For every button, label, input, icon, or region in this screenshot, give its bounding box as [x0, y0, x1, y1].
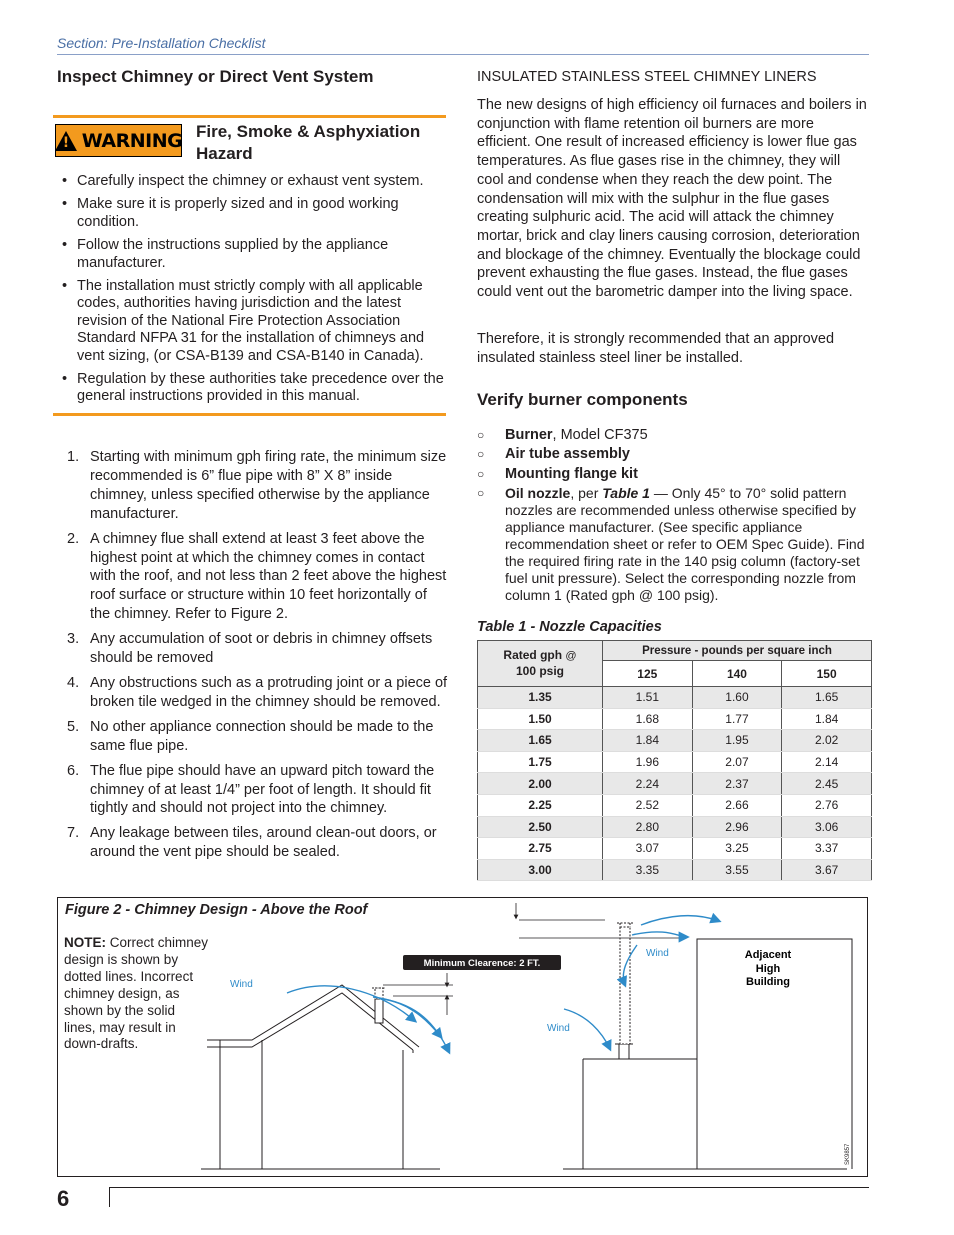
wind-label: Wind — [230, 979, 253, 990]
capacity-cell: 2.96 — [692, 816, 782, 838]
capacity-cell: 1.60 — [692, 687, 782, 709]
capacity-cell: 3.55 — [692, 859, 782, 881]
warning-title — [196, 121, 420, 165]
capacity-cell: 2.07 — [692, 751, 782, 773]
step-item: 3. Any accumulation of soot or debris in chimney offsets should be removed — [67, 631, 433, 667]
building-label-high: High — [755, 963, 781, 975]
footer-tick — [109, 1187, 110, 1207]
capacity-cell: 3.07 — [603, 838, 693, 860]
nozzle-capacities-table — [477, 640, 872, 881]
step-item: 5. No other appliance connection should be made to the same flue pipe. — [67, 718, 434, 754]
capacity-cell: 2.76 — [782, 794, 872, 816]
capacity-cell: 2.37 — [692, 773, 782, 795]
liner-paragraph-2: Therefore, it is strongly recommended that an approved insulated stainless steel liner be installed. — [477, 331, 835, 366]
capacity-cell: 1.84 — [782, 708, 872, 730]
pressure-column-header: 140 — [692, 661, 782, 687]
pressure-column-header: 150 — [782, 661, 872, 687]
capacity-cell: 1.96 — [603, 751, 693, 773]
burner-components-heading: Verify burner components — [477, 390, 688, 409]
chimney-steps — [57, 448, 450, 868]
building-label-building: Building — [746, 976, 790, 988]
liner-paragraph-1: The new designs of high efficiency oil furnaces and boilers in conjunction with flame retention oil burners are more efficient. One result of increased efficiency is lower flue gas temperatures. As flue gases rise in the chimney, they will cool and condense when they reach the dew point. The condensation will mix with the sulphur in the flue gases creating sulphuric acid. The acid will attack the chimney mortar, brick and clay liners causing corrosion, deterioration and blockage of the chimney. Eventually the blockage could prevent exhausting the flue gases. Instead, the flue gases could vent out the barometric damper into the living space. — [477, 97, 867, 301]
capacity-cell: 1.65 — [782, 687, 872, 709]
warning-top-rule — [53, 115, 446, 118]
warning-bullet: • Regulation by these authorities take precedence over the general instructions provided in this manual. — [57, 371, 445, 406]
capacity-cell: 1.68 — [603, 708, 693, 730]
low-building-drawing — [583, 923, 697, 1169]
warning-title-line1: Fire, Smoke & Asphyxiation — [196, 122, 421, 141]
inspect-chimney-heading: Inspect Chimney or Direct Vent System — [57, 67, 374, 86]
table-row — [478, 773, 872, 795]
capacity-cell: 2.02 — [782, 730, 872, 752]
capacity-cell: 3.06 — [782, 816, 872, 838]
component-air-tube: ○ Air tube assembly — [477, 446, 630, 463]
figure-code: SK9857 — [845, 1143, 851, 1165]
pressure-column-header: 125 — [603, 661, 693, 687]
page-number: 6 — [57, 1186, 70, 1211]
step-item: 4. Any obstructions such as a protruding joint or a piece of broken tile wedged in the chimney should be removed. — [67, 674, 448, 710]
step-item: 6. The flue pipe should have an upward pitch toward the chimney of at least 1/4” per foot of length. It should fit tightly and should not project into the chimney. — [67, 762, 435, 817]
wind-label: Wind — [646, 948, 669, 959]
figure-note: NOTE: Correct chimney design is shown by dotted lines. Incorrect chimney design, as shown by the solid lines, may result in down-drafts. — [64, 935, 209, 1052]
capacity-cell: 1.77 — [692, 708, 782, 730]
chimney-diagram — [57, 897, 868, 1177]
pressure-header: Pressure - pounds per square inch — [603, 641, 872, 661]
table-row — [478, 708, 872, 730]
rated-gph-cell: 1.65 — [478, 730, 603, 752]
rated-gph-cell: 1.35 — [478, 687, 603, 709]
section-label: Section: Pre-Installation Checklist — [57, 35, 266, 51]
header-rule — [57, 54, 869, 55]
step-item: 1. Starting with minimum gph firing rate, the minimum size recommended is 6” flue pipe with 8” X 8” inside chimney, unless specified otherwise by the appliance manufacturer. — [67, 449, 447, 522]
top-clearance-marker — [516, 903, 687, 938]
warning-bullets — [57, 173, 445, 412]
table-row — [478, 687, 872, 709]
warning-triangle-icon: ! — [55, 131, 77, 151]
figure-title: Figure 2 - Chimney Design - Above the Roof — [65, 902, 368, 918]
warning-bullet: • Make sure it is properly sized and in good working condition. — [57, 196, 445, 231]
rated-gph-cell: 2.00 — [478, 773, 603, 795]
capacity-cell: 2.45 — [782, 773, 872, 795]
liner-heading: INSULATED STAINLESS STEEL CHIMNEY LINERS — [477, 69, 817, 85]
rated-gph-cell: 1.50 — [478, 708, 603, 730]
burner-components-list — [477, 427, 872, 607]
warning-bullet: • Follow the instructions supplied by the appliance manufacturer. — [57, 237, 445, 272]
building-label-adjacent: Adjacent — [744, 949, 792, 961]
capacity-cell: 3.67 — [782, 859, 872, 881]
rated-gph-cell: 2.25 — [478, 794, 603, 816]
rated-gph-cell: 1.75 — [478, 751, 603, 773]
rated-gph-cell: 2.50 — [478, 816, 603, 838]
warning-badge — [55, 124, 182, 157]
rated-gph-cell: 3.00 — [478, 859, 603, 881]
capacity-cell: 3.37 — [782, 838, 872, 860]
right-wind-arrows — [564, 916, 719, 1049]
component-burner: ○ Burner, Model CF375 — [477, 427, 648, 443]
clearance-marker — [383, 973, 453, 1015]
capacity-cell: 1.51 — [603, 687, 693, 709]
table-caption: Table 1 - Nozzle Capacities — [477, 619, 662, 635]
component-nozzle: ○ Oil nozzle, per Table 1 — Only 45° to 70° solid pattern nozzles are recommended unless otherwise specified by appliance manufacturer. (See specific appliance recommendation sheet or refer to OEM Spec Guide). Find the required firing rate in the 140 psig column (factory-set fuel unit pressure). Select the corresponding nozzle from column 1 (Rated gph @ 100 psig). — [477, 484, 865, 604]
warning-title-line2: Hazard — [196, 144, 253, 163]
capacity-cell: 2.80 — [603, 816, 693, 838]
capacity-cell: 2.14 — [782, 751, 872, 773]
house-drawing — [207, 985, 419, 1169]
table-row — [478, 751, 872, 773]
footer-rule — [109, 1187, 869, 1188]
table-row — [478, 816, 872, 838]
capacity-cell: 1.95 — [692, 730, 782, 752]
rated-gph-header: Rated gph @ 100 psig — [478, 641, 603, 687]
capacity-cell: 2.52 — [603, 794, 693, 816]
clearance-label: Minimum Clearence: 2 FT. — [423, 958, 541, 969]
table-row — [478, 794, 872, 816]
component-flange: ○ Mounting flange kit — [477, 465, 638, 482]
capacity-cell: 3.25 — [692, 838, 782, 860]
capacity-cell: 2.66 — [692, 794, 782, 816]
step-item: 7. Any leakage between tiles, around clean-out doors, or around the vent pipe should be sealed. — [67, 825, 437, 861]
warning-bullet: • The installation must strictly comply with all applicable codes, authorities having jurisdiction and the latest revision of the National Fire Protection Association Standard NFPA 31 for the installation of chimneys and vent sizing, (or CSA-B139 and CSA-B140 in Canada). — [57, 278, 445, 365]
table-row — [478, 859, 872, 881]
table-row — [478, 730, 872, 752]
warning-word: WARNING — [81, 129, 183, 152]
capacity-cell: 1.84 — [603, 730, 693, 752]
wind-label: Wind — [547, 1023, 570, 1034]
capacity-cell: 2.24 — [603, 773, 693, 795]
warning-bullet: • Carefully inspect the chimney or exhaust vent system. — [57, 173, 445, 190]
step-item: 2. A chimney flue shall extend at least 3 feet above the highest point at which the chimney comes in contact with the roof, and not less than 2 feet above the highest roof surface or structure within 10 feet horizontally of the chimney. Refer to Figure 2. — [67, 530, 447, 623]
table-row — [478, 838, 872, 860]
warning-bottom-rule — [53, 413, 446, 416]
capacity-cell: 3.35 — [603, 859, 693, 881]
rated-gph-cell: 2.75 — [478, 838, 603, 860]
